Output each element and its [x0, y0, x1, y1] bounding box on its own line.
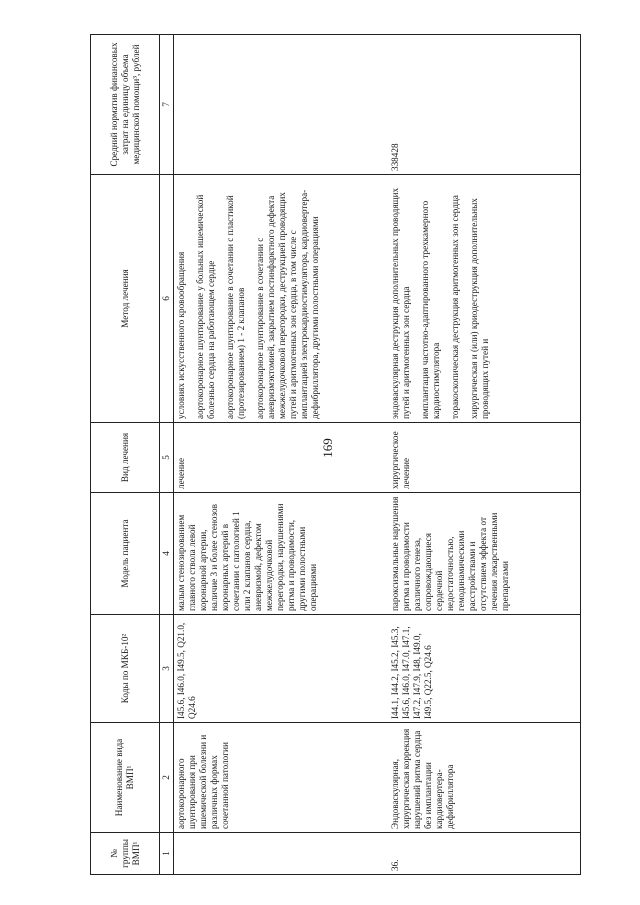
patient-model-cell: малым стенозированием главного ствола левой коронарной артерии, наличие 3 и более стенозов коронарных артерий в сочетании с патологией 1 или 2 клапанов сердца, аневризмой, дефектом межжелудочковой перегородки, нарушениями ритма и проводимости, другими полостными операциями: [174, 493, 389, 615]
method-item: аортокоронарное шунтирование в сочетании с пластикой (протезированием) 1 - 2 клапанов: [225, 195, 246, 419]
column-number: 6: [160, 175, 174, 423]
method-item: аортокоронарное шунтирование в сочетании с аневризмэктомией, закрытием постинфарктного дефекта межжелудочковой перегородки, деструкцией проводящих путей и аритмогенных зон сердца, в том числе с имплантацией электрокардиостимулятора, кардиовертера-дефибриллятора, другими полостными операциями: [255, 189, 320, 419]
cost-cell: [174, 35, 389, 175]
page-number: 169: [319, 438, 335, 458]
column-number: 3: [160, 615, 174, 723]
method-item: эндоваскулярная деструкция дополнительных проводящих путей и аритмогенных зон сердца: [390, 187, 411, 419]
rotated-table-sheet: [90, 35, 578, 875]
header-row: [91, 35, 160, 875]
column-number: 5: [160, 423, 174, 493]
treatment-methods-cell: [388, 175, 581, 423]
column-number: 1: [160, 833, 174, 875]
header-group: № группы ВМП¹: [91, 833, 160, 875]
icd-codes-cell: I45.6, I46.0, I49.5, Q21.0, Q24.6: [174, 615, 389, 723]
header-treatment: Вид лечения: [91, 423, 160, 493]
method-item: условиях искусственного кровообращения: [176, 251, 186, 419]
header-codes: Коды по МКБ-10²: [91, 615, 160, 723]
header-cost: Средний норматив финансовых затрат на единицу объема медицинской помощи³, рублей: [91, 35, 160, 175]
treatment-type-cell: хирургическое лечение: [388, 423, 581, 493]
method-item: торакоскопическая деструкция аритмогенных зон сердца: [450, 195, 460, 419]
method-item: аортокоронарное шунтирование у больных ишемической болезнью сердца на работающем сердце: [195, 194, 216, 419]
group-cell: [174, 833, 389, 875]
vmp-name-cell: Эндоваскулярная, хирургическая коррекция нарушений ритма сердца без имплантации кардиовертера-дефибриллятора: [388, 723, 581, 833]
table-row: [174, 35, 389, 875]
method-item: имплантация частотно-адаптированного трехкамерного кардиостимулятора: [420, 200, 441, 419]
method-item: хирургическая и (или) криодеструкция дополнительных проводящих путей и: [469, 198, 490, 419]
icd-codes-cell: I44.1, I44.2, I45.2, I45.3, I45.6, I46.0, I47.0, I47.1, I47.2, I47.9, I48, I49.0, I49.5, Q22.5, Q24.6: [388, 615, 581, 723]
column-number: 7: [160, 35, 174, 175]
cost-cell: 338428: [388, 35, 581, 175]
patient-model-cell: пароксизмальные нарушения ритма и проводимости различного генеза, сопровождающиеся сердечной недостаточностью, гемодинамическими расстройствами и отсутствием эффекта от лечения лекарственными препаратами: [388, 493, 581, 615]
group-cell: 36.: [388, 833, 581, 875]
header-method: Метод лечения: [91, 175, 160, 423]
vmp-table: [90, 34, 581, 875]
treatment-type-cell: лечение: [174, 423, 389, 493]
column-number-row: [160, 35, 174, 875]
table-row: [388, 35, 581, 875]
header-model: Модель пациента: [91, 493, 160, 615]
treatment-methods-cell: [174, 175, 389, 423]
vmp-name-cell: аортокоронарного шунтирования при ишемической болезни и различных формах сочетанной патологии: [174, 723, 389, 833]
header-name: Наименование вида ВМП¹: [91, 723, 160, 833]
column-number: 4: [160, 493, 174, 615]
column-number: 2: [160, 723, 174, 833]
